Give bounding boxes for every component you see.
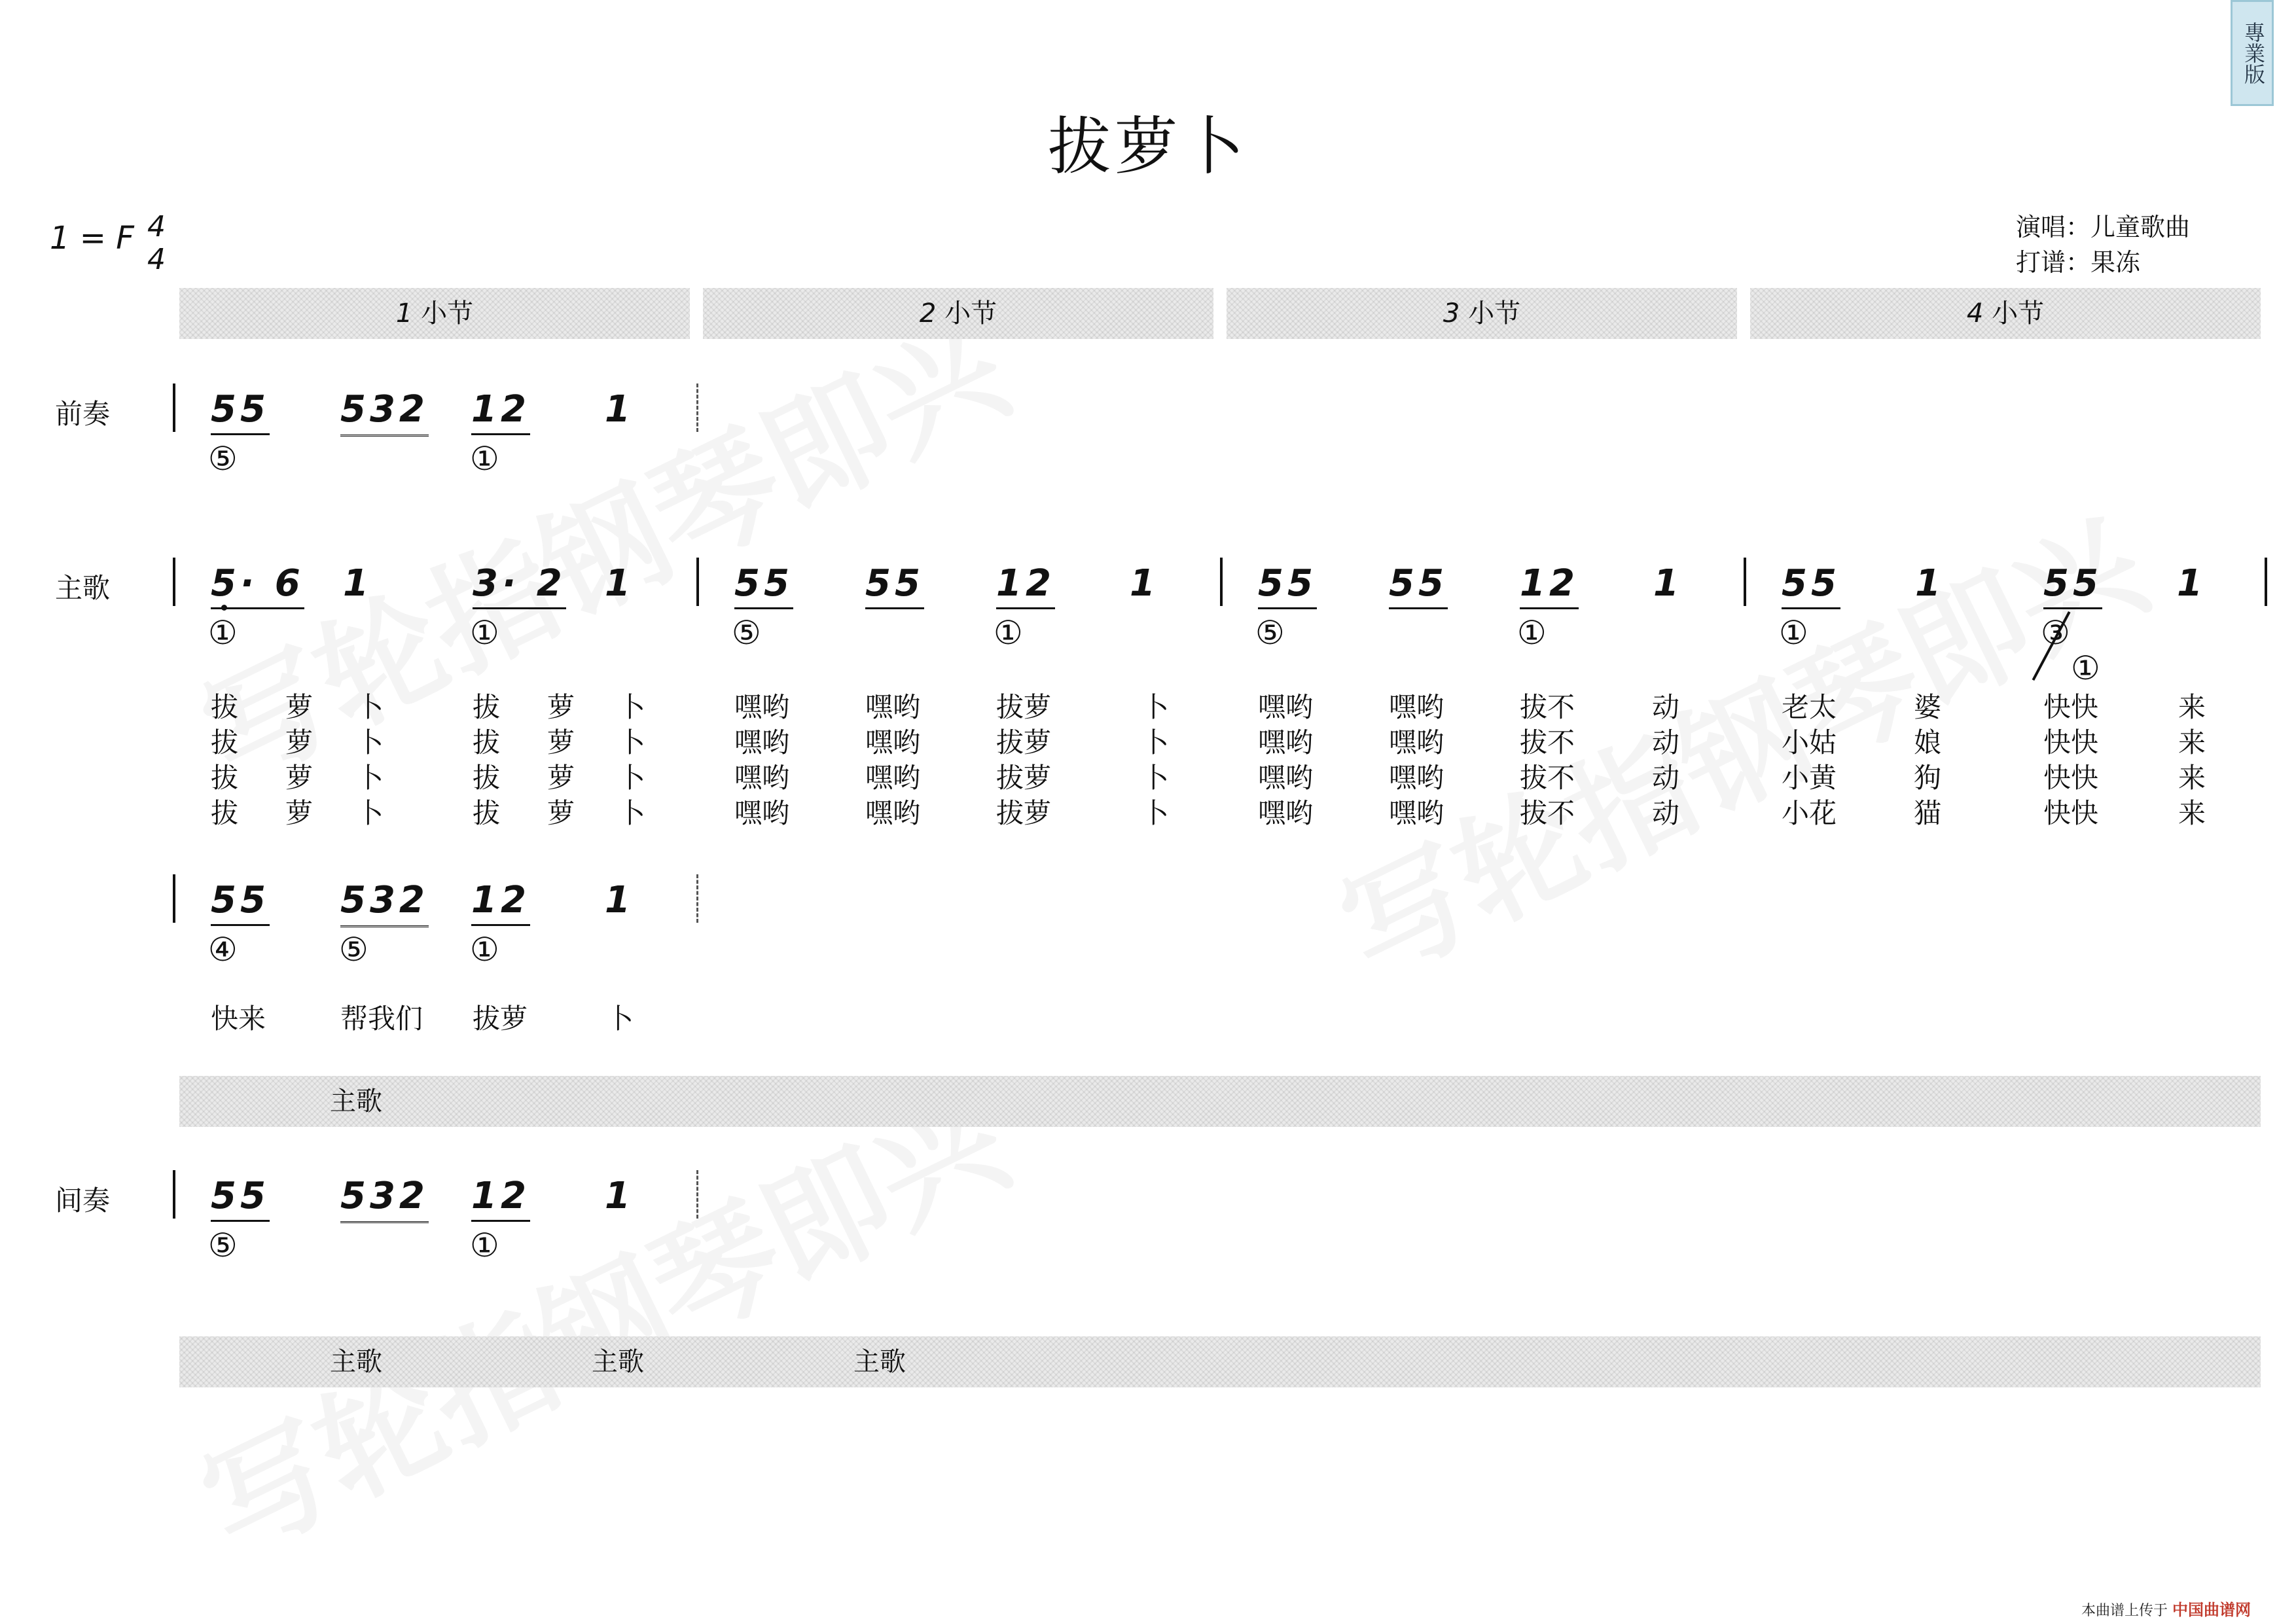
section-label-verse: 主歌 xyxy=(55,572,111,604)
section-band-label: 主歌 xyxy=(330,1086,382,1116)
lyric-cell: 萝 xyxy=(547,726,575,758)
upload-credit xyxy=(2081,1597,2251,1620)
lyric-cell: 萝 xyxy=(547,762,575,794)
lyric-cell: 嘿哟 xyxy=(1389,691,1444,723)
lyric-cell: 拔 xyxy=(473,691,501,723)
lyric-cell: 萝 xyxy=(285,762,314,794)
lyric-cell: 拔 xyxy=(211,726,239,758)
lyric-cell: 嘿哟 xyxy=(1389,726,1444,758)
lyric-cell: 动 xyxy=(1652,762,1680,794)
lyric-cell: 卜 xyxy=(356,797,384,829)
lyric-cell: 拔 xyxy=(473,726,501,758)
barline xyxy=(696,558,699,606)
lyric-cell: 快快 xyxy=(2043,762,2099,794)
dashed-barline xyxy=(696,383,698,432)
lyric-cell: 拔萝 xyxy=(473,1003,528,1035)
lyric-cell: 卜 xyxy=(356,691,384,723)
lyric-cell: 卜 xyxy=(618,691,646,723)
note-group: 532 xyxy=(340,390,429,429)
chord-marker: ① xyxy=(2071,649,2100,687)
credits xyxy=(2016,209,2190,280)
chord-marker: ④ xyxy=(208,931,238,969)
note-group: 12 xyxy=(471,390,530,429)
lyric-cell: 来 xyxy=(2178,762,2206,794)
lyric-cell: 动 xyxy=(1652,691,1680,723)
time-signature-top: 4 xyxy=(147,210,166,243)
lyric-cell: 卜 xyxy=(1141,726,1170,758)
barline xyxy=(1744,558,1746,606)
lyric-cell: 来 xyxy=(2178,797,2206,829)
lyric-cell: 萝 xyxy=(285,726,314,758)
transcriber-label: 打谱： xyxy=(2016,248,2091,277)
lyric-cell: 娘 xyxy=(1914,726,1942,758)
lyric-cell: 拔 xyxy=(473,762,501,794)
upload-credit-text: 本曲谱上传于 xyxy=(2081,1603,2168,1619)
barline xyxy=(173,558,175,606)
lyric-cell: 拔 xyxy=(211,691,239,723)
lyric-cell: 老太 xyxy=(1782,691,1837,723)
lyric-cell: 卜 xyxy=(618,797,646,829)
lyric-cell: 拔萝 xyxy=(996,691,1052,723)
note-group: 1 xyxy=(1915,562,1945,605)
chord-marker: ① xyxy=(470,614,499,652)
lyric-cell: 卜 xyxy=(606,1003,634,1035)
time-signature xyxy=(140,211,173,276)
note-group: 532 xyxy=(340,881,429,920)
lyric-cell: 嘿哟 xyxy=(734,726,790,758)
lyric-cell: 卜 xyxy=(1141,762,1170,794)
transcriber: 果冻 xyxy=(2090,248,2141,277)
chord-marker: ⑤ xyxy=(208,1226,238,1264)
lyric-cell: 小黄 xyxy=(1782,762,1837,794)
section-band-label: 主歌 xyxy=(853,1347,906,1377)
bar-header-2 xyxy=(703,288,1213,339)
lyric-cell: 拔不 xyxy=(1520,797,1575,829)
song-title: 拔萝卜 xyxy=(1048,110,1248,183)
lyric-cell: 拔 xyxy=(473,797,501,829)
section-label-intro: 前奏 xyxy=(55,398,111,430)
chord-marker: ⑤ xyxy=(339,931,368,969)
lyric-cell: 小姑 xyxy=(1782,726,1837,758)
chord-marker: ① xyxy=(994,614,1023,652)
note-group: 12 xyxy=(471,1177,530,1216)
chord-marker: ⑤ xyxy=(732,614,761,652)
lyric-cell: 嘿哟 xyxy=(1389,762,1444,794)
note-group: 55 xyxy=(211,1177,270,1216)
lyric-cell: 快快 xyxy=(2043,726,2099,758)
lyric-cell: 萝 xyxy=(547,691,575,723)
chord-marker: ⑤ xyxy=(1255,614,1285,652)
lyric-cell: 猫 xyxy=(1914,797,1942,829)
bar-unit: 小节 xyxy=(421,298,474,329)
lyric-cell: 动 xyxy=(1652,726,1680,758)
lyric-cell: 嘿哟 xyxy=(1389,797,1444,829)
lyric-cell: 来 xyxy=(2178,691,2206,723)
note-group: 55 xyxy=(211,390,270,429)
lyric-cell: 萝 xyxy=(547,797,575,829)
section-band xyxy=(179,1076,2261,1127)
barline xyxy=(1220,558,1223,606)
section-band-label: 主歌 xyxy=(330,1347,382,1377)
chord-marker: ① xyxy=(470,931,499,969)
bar-number: 2 xyxy=(919,298,937,329)
bar-unit: 小节 xyxy=(1468,298,1521,329)
lyric-cell: 嘿哟 xyxy=(1258,762,1314,794)
lyric-cell: 动 xyxy=(1652,797,1680,829)
note-group: 55 xyxy=(1258,564,1317,603)
lyric-cell: 卜 xyxy=(1141,691,1170,723)
barline xyxy=(173,1170,175,1219)
chord-marker: ③ xyxy=(2041,614,2070,652)
key-signature: 1 = F xyxy=(50,220,134,257)
lower-octave-dot xyxy=(221,605,227,611)
note-group: 1 xyxy=(605,388,634,431)
lyric-cell: 拔不 xyxy=(1520,762,1575,794)
lyric-cell: 嘿哟 xyxy=(734,762,790,794)
lyric-cell: 卜 xyxy=(1141,797,1170,829)
lyric-cell: 嘿哟 xyxy=(734,691,790,723)
dashed-barline xyxy=(696,1170,698,1219)
lyric-cell: 萝 xyxy=(285,691,314,723)
chord-marker: ① xyxy=(1517,614,1547,652)
lyric-cell: 快快 xyxy=(2043,691,2099,723)
lyric-cell: 嘿哟 xyxy=(865,691,921,723)
note-group: 1 xyxy=(1130,562,1159,605)
dashed-barline xyxy=(696,874,698,923)
note-group: 5· 6 xyxy=(211,564,304,603)
lyric-cell: 拔 xyxy=(211,797,239,829)
bar-unit: 小节 xyxy=(944,298,997,329)
note-group: 1 xyxy=(605,562,634,605)
note-group: 1 xyxy=(343,562,372,605)
time-signature-bottom: 4 xyxy=(147,243,166,276)
lyric-cell: 拔萝 xyxy=(996,797,1052,829)
lyric-cell: 嘿哟 xyxy=(865,797,921,829)
bar-number: 3 xyxy=(1443,298,1460,329)
note-group: 1 xyxy=(1653,562,1683,605)
chord-marker: ① xyxy=(470,1226,499,1264)
bar-header-4 xyxy=(1750,288,2261,339)
note-group: 55 xyxy=(211,881,270,920)
note-group: 55 xyxy=(2043,564,2102,603)
lyric-cell: 萝 xyxy=(285,797,314,829)
note-group: 55 xyxy=(1782,564,1840,603)
section-band xyxy=(179,1336,2261,1387)
note-group: 55 xyxy=(734,564,793,603)
lyric-cell: 拔不 xyxy=(1520,726,1575,758)
lyric-cell: 狗 xyxy=(1914,762,1942,794)
lyric-cell: 拔萝 xyxy=(996,726,1052,758)
barline xyxy=(2265,558,2267,606)
note-group: 12 xyxy=(996,564,1055,603)
lyric-cell: 小花 xyxy=(1782,797,1837,829)
note-group: 3· 2 xyxy=(473,564,566,603)
lyric-cell: 嘿哟 xyxy=(865,762,921,794)
lyric-cell: 嘿哟 xyxy=(734,797,790,829)
lyric-cell: 卜 xyxy=(618,726,646,758)
lyric-cell: 嘿哟 xyxy=(1258,726,1314,758)
note-group: 12 xyxy=(471,881,530,920)
chord-marker: ① xyxy=(470,440,499,478)
note-group: 55 xyxy=(865,564,924,603)
lyric-cell: 帮我们 xyxy=(340,1003,423,1035)
lyric-cell: 来 xyxy=(2178,726,2206,758)
lyric-cell: 卜 xyxy=(618,762,646,794)
bar-header-1 xyxy=(179,288,690,339)
chord-marker: ① xyxy=(1779,614,1808,652)
note-group: 532 xyxy=(340,1177,429,1216)
bar-header-3 xyxy=(1227,288,1737,339)
lyric-cell: 卜 xyxy=(356,762,384,794)
lyric-cell: 快来 xyxy=(211,1003,266,1035)
lyric-cell: 拔萝 xyxy=(996,762,1052,794)
lyric-cell: 拔 xyxy=(211,762,239,794)
chord-marker: ⑤ xyxy=(208,440,238,478)
lyric-cell: 嘿哟 xyxy=(1258,691,1314,723)
note-group: 12 xyxy=(1520,564,1579,603)
lyric-cell: 嘿哟 xyxy=(1258,797,1314,829)
lyric-cell: 拔不 xyxy=(1520,691,1575,723)
lyric-cell: 嘿哟 xyxy=(865,726,921,758)
bar-unit: 小节 xyxy=(1992,298,2045,329)
note-group: 1 xyxy=(2177,562,2206,605)
section-label-interlude: 间奏 xyxy=(55,1185,111,1217)
chord-marker: ① xyxy=(208,614,238,652)
section-band-label: 主歌 xyxy=(592,1347,644,1377)
lyric-cell: 卜 xyxy=(356,726,384,758)
barline xyxy=(173,383,175,432)
bar-number: 1 xyxy=(395,298,413,329)
singer-label: 演唱： xyxy=(2016,213,2091,241)
bar-number: 4 xyxy=(1966,298,1984,329)
singer: 儿童歌曲 xyxy=(2090,213,2191,241)
lyric-cell: 快快 xyxy=(2043,797,2099,829)
lyric-cell: 婆 xyxy=(1914,691,1942,723)
note-group: 1 xyxy=(605,879,634,921)
site-logo[interactable]: 中国曲谱网 xyxy=(2172,1601,2251,1619)
pro-edition-badge: 專業版 xyxy=(2231,0,2274,106)
note-group: 1 xyxy=(605,1175,634,1217)
barline xyxy=(173,874,175,923)
note-group: 55 xyxy=(1389,564,1448,603)
